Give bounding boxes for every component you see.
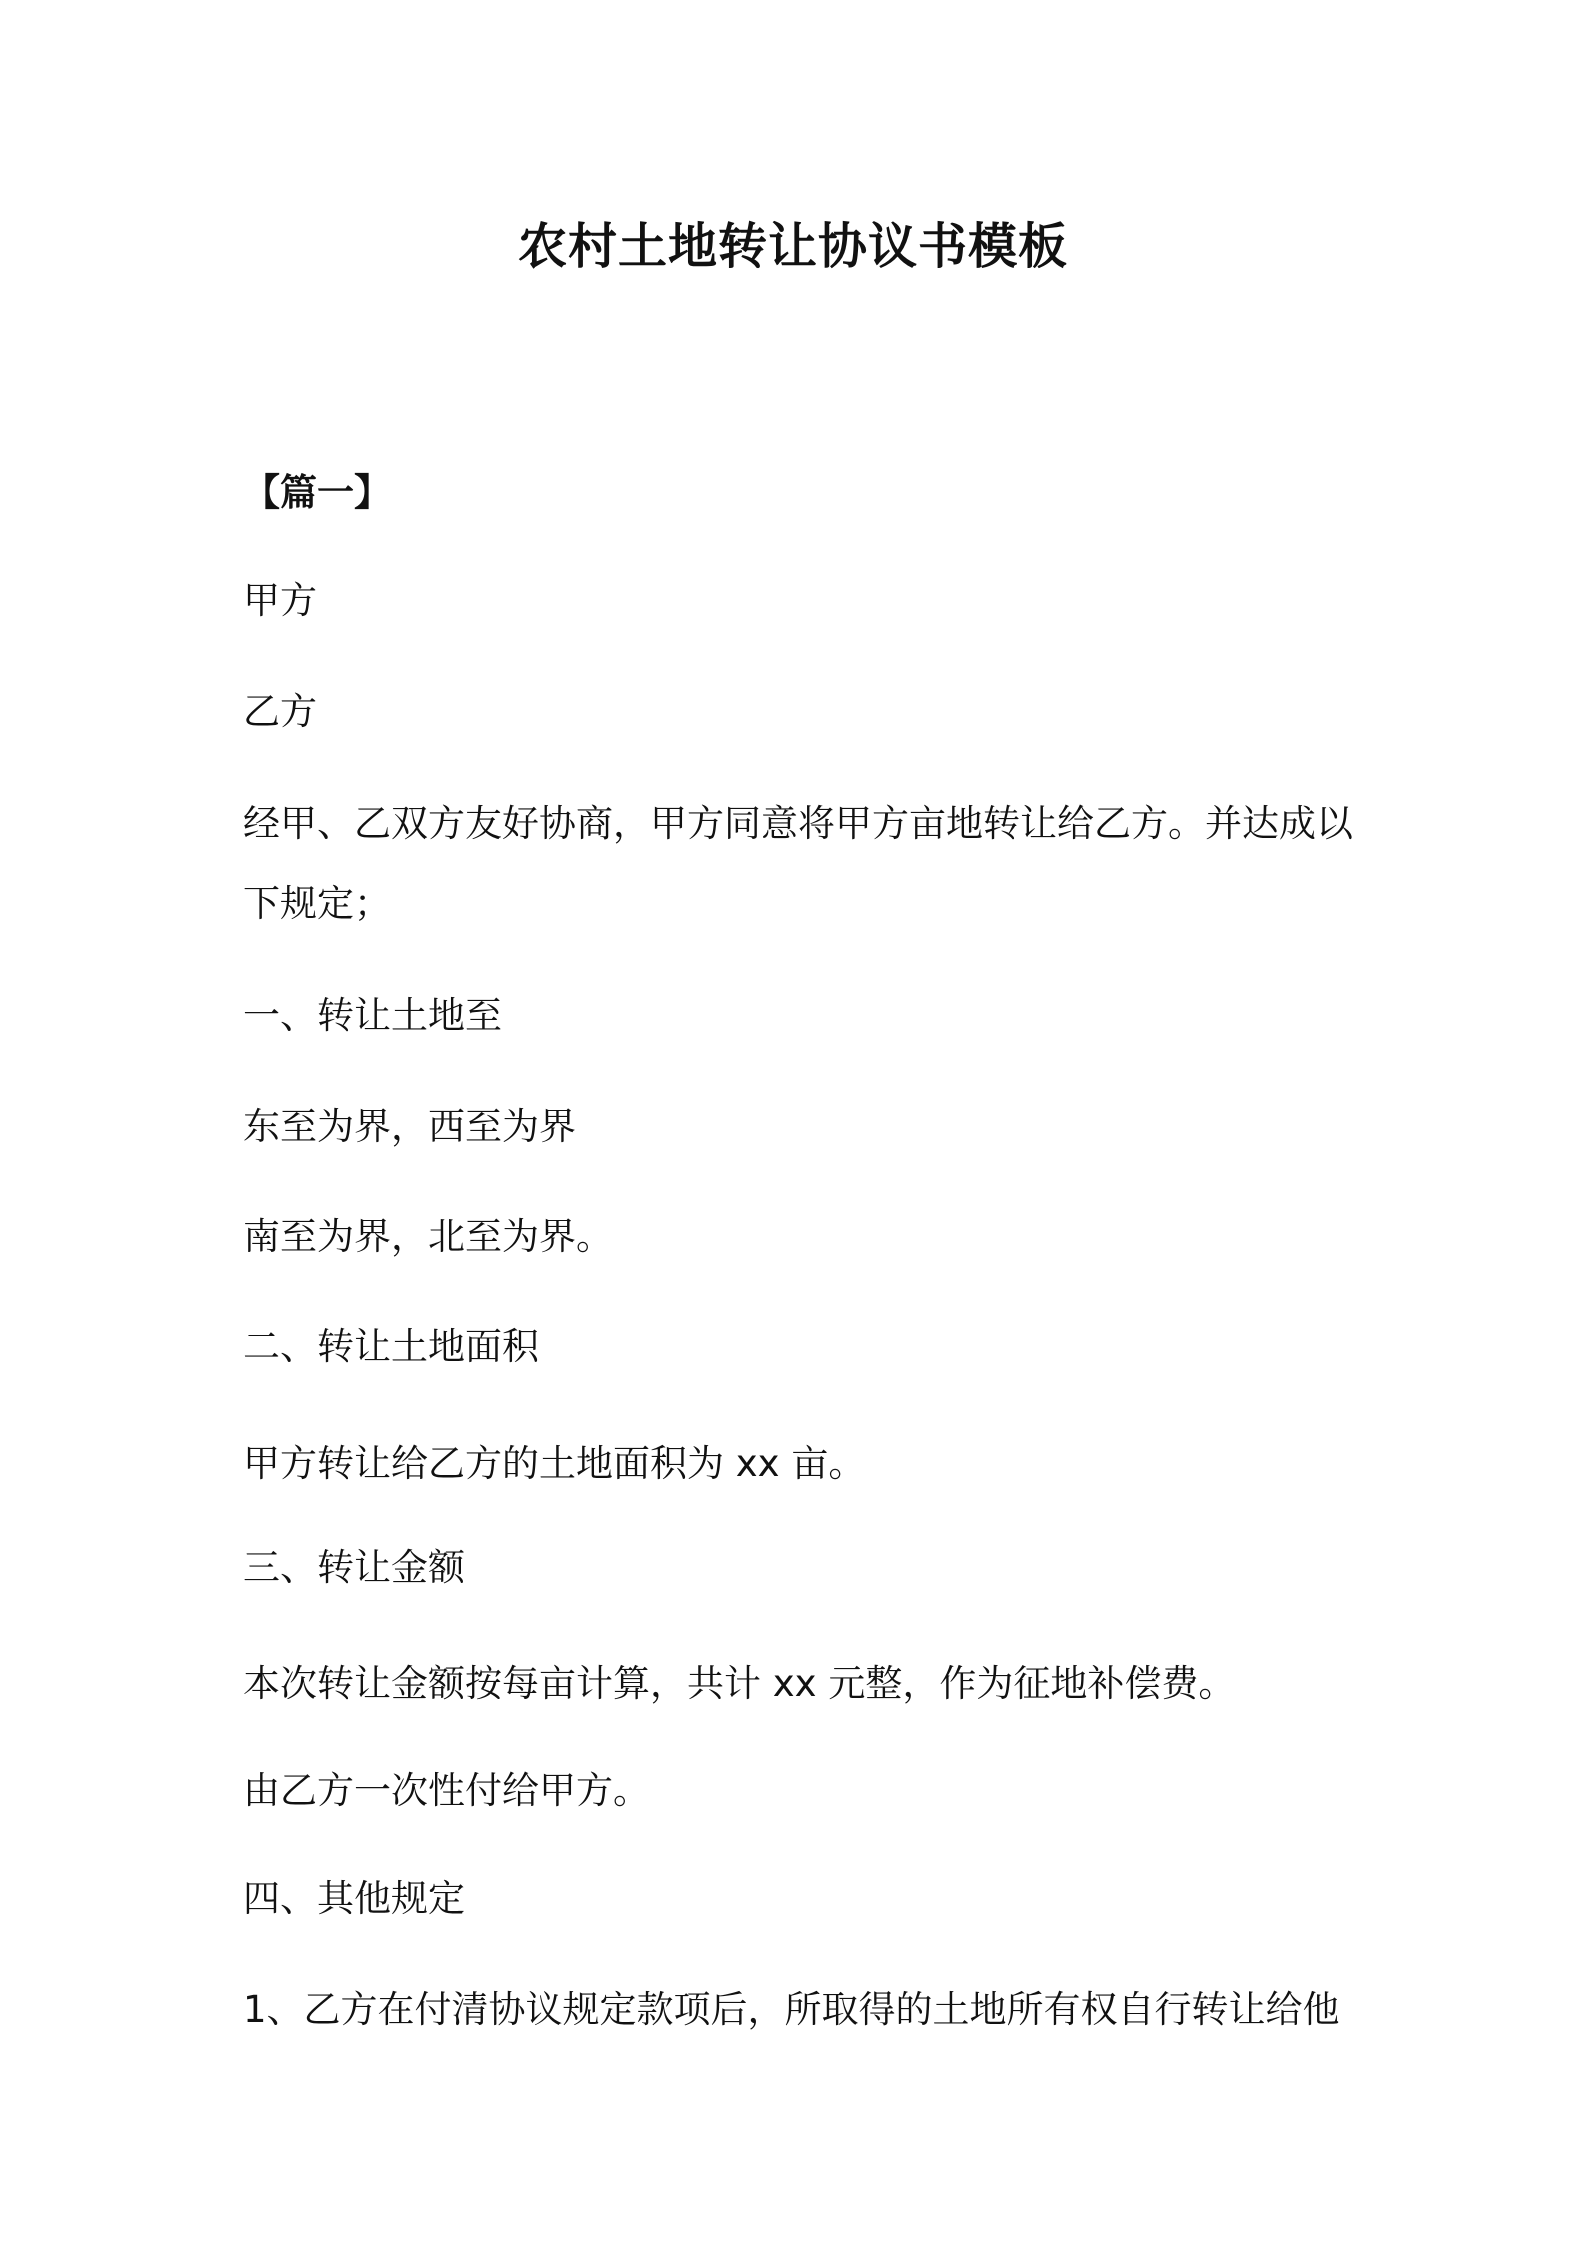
party-a-line: 甲方 — [243, 579, 317, 622]
intro-line-1: 经甲、乙双方友好协商，甲方同意将甲方亩地转让给乙方。并达成以 — [243, 802, 1353, 845]
document-title: 农村土地转让协议书模板 — [517, 218, 1068, 275]
section-label: 【篇一】 — [243, 471, 391, 514]
party-b-line: 乙方 — [243, 690, 317, 733]
clause-1-line-2: 南至为界，北至为界。 — [243, 1215, 613, 1258]
clause-1-line-1: 东至为界，西至为界 — [243, 1105, 576, 1148]
intro-line-2: 下规定； — [243, 882, 391, 925]
clause-3-text-1: 本次转让金额按每亩计算，共计 xx 元整，作为征地补偿费。 — [243, 1662, 1236, 1705]
clause-3-text-2: 由乙方一次性付给甲方。 — [243, 1769, 650, 1812]
clause-2-heading: 二、转让土地面积 — [243, 1325, 539, 1368]
clause-1-heading: 一、转让土地至 — [243, 994, 502, 1037]
clause-4-heading: 四、其他规定 — [243, 1877, 465, 1920]
clause-2-text: 甲方转让给乙方的土地面积为 xx 亩。 — [243, 1442, 866, 1485]
clause-4-item-1: 1、乙方在付清协议规定款项后，所取得的土地所有权自行转让给他 — [243, 1988, 1340, 2031]
clause-3-heading: 三、转让金额 — [243, 1546, 465, 1589]
